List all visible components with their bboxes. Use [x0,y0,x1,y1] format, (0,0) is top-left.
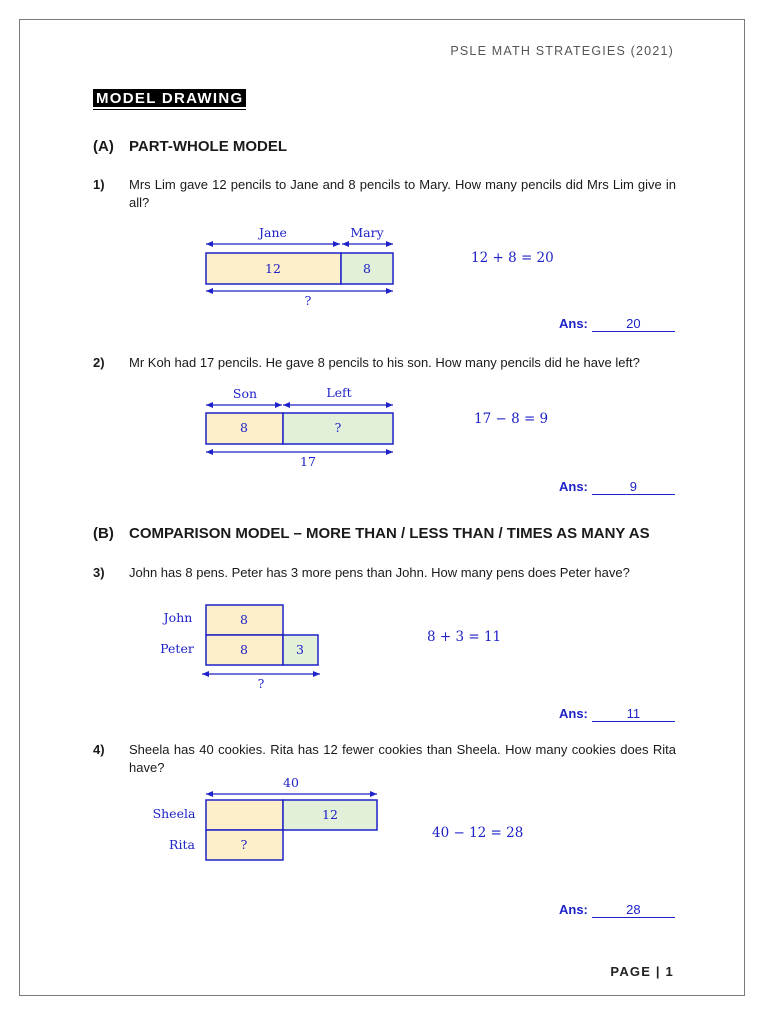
q4-bar-sheela-base [206,800,283,830]
q4-arrowhead [206,791,213,797]
q4-box-extra-value: 12 [322,807,338,822]
q2-box-son-value: 8 [240,420,248,435]
q4-row-label-sheela: Sheela [152,806,196,821]
question-4-text: Sheela has 40 cookies. Rita has 12 fewer cookies than Sheela. How many cookies does Rita have? [129,742,676,775]
q1-arrowhead [386,288,393,294]
q2-label-left: Left [326,385,352,400]
q2-arrowhead [386,449,393,455]
question-2-number: 2) [93,355,105,370]
q4-equation: 40 − 12 = 28 [432,825,524,841]
q3-answer-value: 11 [592,706,675,722]
q2-arrowhead [206,402,213,408]
q1-box-jane-value: 12 [265,261,281,276]
question-3 [93,564,676,582]
q2-label-son: Son [232,386,258,401]
q3-box-peter-value: 8 [240,642,248,657]
q2-answer-label: Ans: [559,479,588,494]
page-title: MODEL DRAWING [93,89,246,109]
q4-box-rita-value: ? [240,837,248,852]
page-number: PAGE | 1 [610,964,674,979]
q4-answer [559,902,675,918]
section-a-title: PART-WHOLE MODEL [129,138,288,155]
q3-answer-label: Ans: [559,706,588,721]
q3-equation: 8 + 3 = 11 [427,629,502,645]
q1-equation: 12 + 8 = 20 [471,250,554,266]
question-1-text: Mrs Lim gave 12 pencils to Jane and 8 pencils to Mary. How many pencils did Mrs Lim give in all? [129,177,676,210]
section-a-label: (A) [93,138,114,155]
section-b-heading [93,525,650,542]
question-1-number: 1) [93,177,105,192]
q4-model [150,774,390,866]
q1-box-mary-value: 8 [363,261,371,276]
q3-row-label-peter: Peter [160,641,194,656]
q1-answer [559,316,675,332]
section-b-label: (B) [93,525,114,542]
question-4-number: 4) [93,742,105,757]
q3-row-label-john: John [163,610,193,625]
q2-box-left-value: ? [334,420,342,435]
question-4 [93,741,676,776]
q2-arrowhead [386,402,393,408]
section-a-heading [93,138,287,155]
q1-answer-label: Ans: [559,316,588,331]
q3-answer [559,706,675,722]
q1-label-jane: Jane [259,225,287,240]
q2-answer [559,479,675,495]
page-header: PSLE MATH STRATEGIES (2021) [450,44,674,58]
question-2 [93,354,676,372]
q4-total-value: 40 [283,775,299,790]
q2-answer-value: 9 [592,479,675,495]
q1-arrowhead [206,241,213,247]
q3-model [150,602,330,694]
q4-answer-label: Ans: [559,902,588,917]
q3-arrowhead [313,671,320,677]
q1-arrowhead [386,241,393,247]
q2-total-value: 17 [300,454,316,469]
question-1 [93,176,676,211]
q1-arrowhead [206,288,213,294]
q1-arrowhead [342,241,349,247]
q2-arrowhead [283,402,290,408]
q1-answer-value: 20 [592,316,675,332]
q2-arrowhead [206,449,213,455]
q4-row-label-rita: Rita [169,837,195,852]
q1-arrowhead [333,241,340,247]
q2-equation: 17 − 8 = 9 [474,411,549,427]
q1-label-mary: Mary [350,225,384,240]
question-3-text: John has 8 pens. Peter has 3 more pens than John. How many pens does Peter have? [129,565,630,580]
q3-total-value: ? [257,676,265,691]
q2-arrowhead [275,402,282,408]
q1-total-value: ? [304,293,312,308]
q1-model [200,222,400,312]
q2-model [200,384,400,474]
q3-arrowhead [202,671,209,677]
question-2-text: Mr Koh had 17 pencils. He gave 8 pencils to his son. How many pencils did he have left? [129,355,640,370]
section-b-title: COMPARISON MODEL – MORE THAN / LESS THAN / TIMES AS MANY AS [129,525,650,542]
q3-box-extra-value: 3 [296,642,304,657]
question-3-number: 3) [93,565,105,580]
q4-answer-value: 28 [592,902,675,918]
q3-box-john-value: 8 [240,612,248,627]
q4-arrowhead [370,791,377,797]
